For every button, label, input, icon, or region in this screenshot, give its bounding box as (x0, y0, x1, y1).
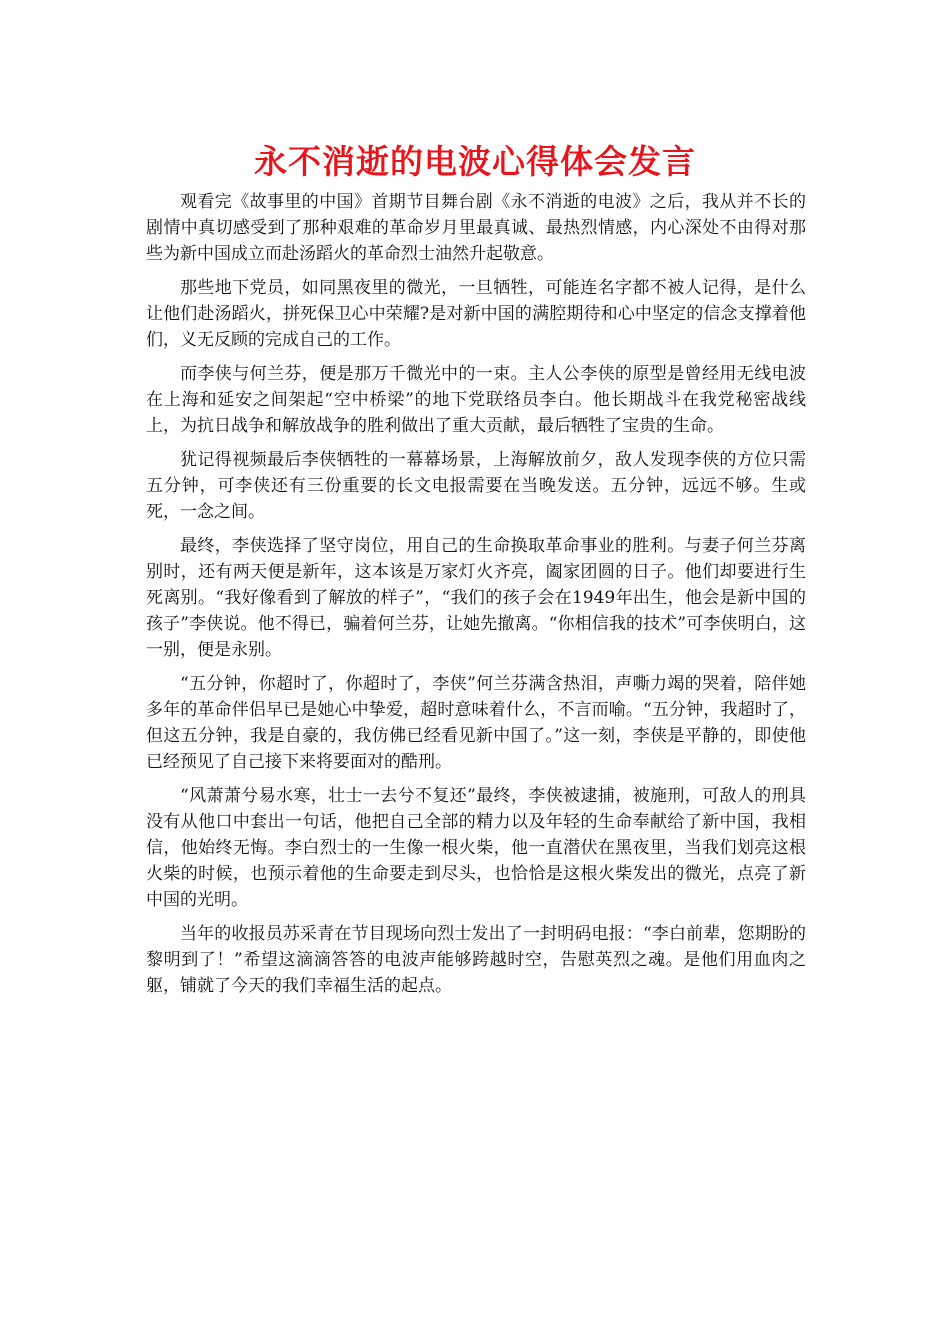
paragraph-2: 那些地下党员，如同黑夜里的微光，一旦牺牲，可能连名字都不被人记得，是什么让他们赴汤蹈火，拼死保卫心中荣耀?是对新中国的满腔期待和心中坚定的信念支撑着他们，义无反顾的完成自己的工作。 (146, 278, 806, 350)
paragraph-5: 最终，李侠选择了坚守岗位，用自己的生命换取革命事业的胜利。与妻子何兰芬离别时，还有两天便是新年，这本该是万家灯火齐亮，阖家团圆的日子。他们却要进行生死离别。“我好像看到了解放的样子”，“我们的孩子会在1949年出生，他会是新中国的孩子”李侠说。他不得已，骗着何兰芬，让她先撤离。“你相信我的技术”可李侠明白，这一别，便是永别。 (146, 536, 806, 660)
document-title: 永不消逝的电波心得体会发言 (254, 142, 696, 181)
paragraph-1: 观看完《故事里的中国》首期节目舞台剧《永不消逝的电波》之后，我从并不长的剧情中真切感受到了那种艰难的革命岁月里最真诚、最热烈情感，内心深处不由得对那些为新中国成立而赴汤蹈火的革命烈士油然升起敬意。 (146, 192, 806, 264)
paragraph-8: 当年的收报员苏采青在节目现场向烈士发出了一封明码电报：“李白前辈，您期盼的黎明到了！”希望这滴滴答答的电波声能够跨越时空，告慰英烈之魂。是他们用血肉之躯，铺就了今天的我们幸福生活的起点。 (146, 924, 806, 996)
paragraph-7: “风萧萧兮易水寒，壮士一去兮不复还”最终，李侠被逮捕，被施刑，可敌人的刑具没有从他口中套出一句话，他把自己全部的精力以及年轻的生命奉献给了新中国，我相信，他始终无悔。李白烈士的一生像一根火柴，他一直潜伏在黑夜里，当我们划亮这根火柴的时候，也预示着他的生命要走到尽头，也恰恰是这根火柴发出的微光，点亮了新中国的光明。 (146, 786, 806, 910)
document-body (146, 189, 806, 1007)
paragraph-6: “五分钟，你超时了，你超时了，李侠”何兰芬满含热泪，声嘶力竭的哭着，陪伴她多年的革命伴侣早已是她心中挚爱，超时意味着什么，不言而喻。“五分钟，我超时了，但这五分钟，我是自豪的，我仿佛已经看见新中国了。”这一刻，李侠是平静的，即使他已经预见了自己接下来将要面对的酷刑。 (146, 674, 806, 772)
paragraph-3: 而李侠与何兰芬，便是那万千微光中的一束。主人公李侠的原型是曾经用无线电波在上海和延安之间架起“空中桥梁”的地下党联络员李白。他长期战斗在我党秘密战线上，为抗日战争和解放战争的胜利做出了重大贡献，最后牺牲了宝贵的生命。 (146, 364, 806, 436)
paragraph-4: 犹记得视频最后李侠牺牲的一幕幕场景，上海解放前夕，敌人发现李侠的方位只需五分钟，可李侠还有三份重要的长文电报需要在当晚发送。五分钟，远远不够。生或死，一念之间。 (146, 450, 806, 522)
